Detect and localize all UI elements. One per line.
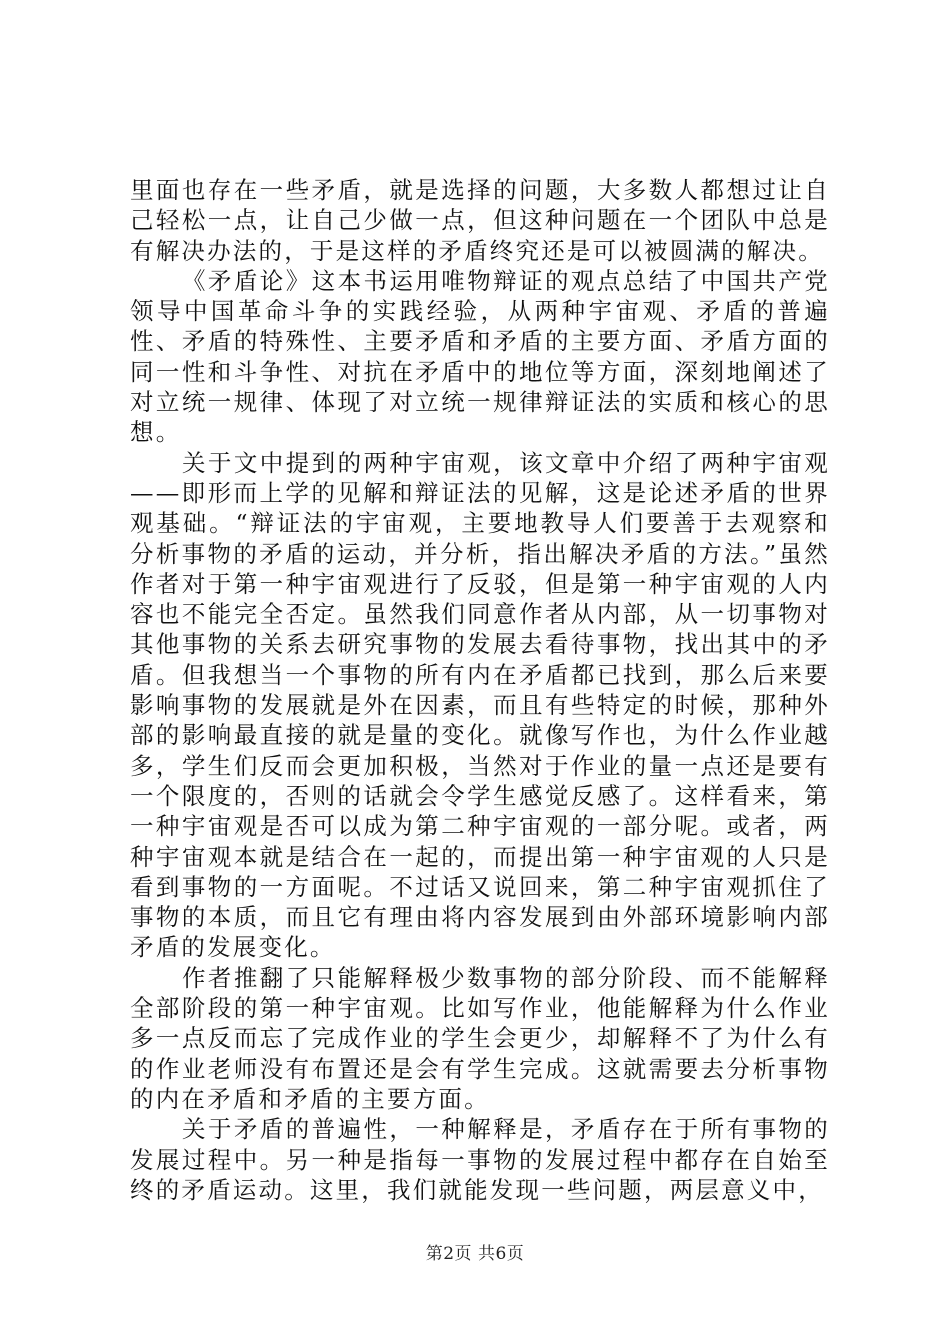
paragraph-4: 作者推翻了只能解释极少数事物的部分阶段、而不能解释全部阶段的第一种宇宙观。比如写作业，他能解释为什么作业多一点反而忘了完成作业的学生会更少，却解释不了为什么有的作业老师没有布置还是会有学生完成。这就需要去分析事物的内在矛盾和矛盾的主要方面。	[130, 963, 830, 1113]
paragraph-5: 关于矛盾的普遍性，一种解释是，矛盾存在于所有事物的发展过程中。另一种是指每一事物的发展过程中都存在自始至终的矛盾运动。这里，我们就能发现一些问题，两层意义中，	[130, 1115, 830, 1204]
paragraph-3: 关于文中提到的两种宇宙观，该文章中介绍了两种宇宙观——即形而上学的见解和辩证法的见解，这是论述矛盾的世界观基础。“辩证法的宇宙观，主要地教导人们要善于去观察和分析事物的矛盾的运动，并分析，指出解决矛盾的方法。”虽然作者对于第一种宇宙观进行了反驳，但是第一种宇宙观的人内容也不能完全否定。虽然我们同意作者从内部，从一切事物对其他事物的关系去研究事物的发展去看待事物，找出其中的矛盾。但我想当一个事物的所有内在矛盾都已找到，那么后来要影响事物的发展就是外在因素，而且有些特定的时候，那种外部的影响最直接的就是量的变化。就像写作也，为什么作业越多，学生们反而会更加积极，当然对于作业的量一点还是要有一个限度的，否则的话就会令学生感觉反感了。这样看来，第一种宇宙观是否可以成为第二种宇宙观的一部分呢。或者，两种宇宙观本就是结合在一起的，而提出第一种宇宙观的人只是看到事物的一方面呢。不过话又说回来，第二种宇宙观抓住了事物的本质，而且它有理由将内容发展到由外部环境影响内部矛盾的发展变化。	[130, 448, 830, 962]
paragraph-2: 《矛盾论》这本书运用唯物辩证的观点总结了中国共产党领导中国革命斗争的实践经验，从两种宇宙观、矛盾的普遍性、矛盾的特殊性、主要矛盾和矛盾的主要方面、矛盾方面的同一性和斗争性、对抗在矛盾中的地位等方面，深刻地阐述了对立统一规律、体现了对立统一规律辩证法的实质和核心的思想。	[130, 266, 830, 447]
paragraph-1: 里面也存在一些矛盾，就是选择的问题，大多数人都想过让自己轻松一点，让自己少做一点，但这种问题在一个团队中总是有解决办法的，于是这样的矛盾终究还是可以被圆满的解决。	[130, 176, 830, 265]
document-body	[130, 175, 830, 1205]
page-number-footer: 第2页 共6页	[425, 1244, 525, 1264]
